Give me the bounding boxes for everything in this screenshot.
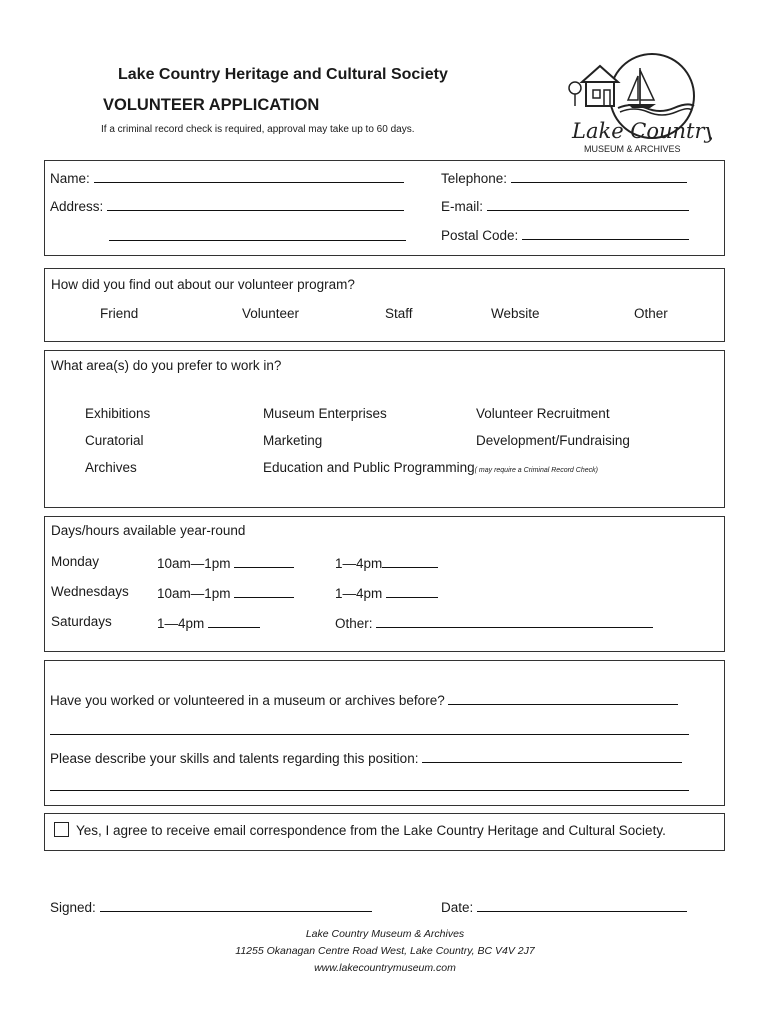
postal-row <box>441 226 689 243</box>
other-availability-row <box>335 614 653 631</box>
option-friend[interactable]: Friend <box>100 306 139 321</box>
email-field[interactable] <box>487 197 689 211</box>
monday-afternoon-row <box>335 554 438 571</box>
worked-before-row <box>50 691 678 708</box>
address-label: Address: <box>50 199 104 214</box>
wednesday-afternoon-field[interactable] <box>386 584 438 598</box>
postal-field[interactable] <box>522 226 689 240</box>
saturday-afternoon-label: 1—4pm <box>157 616 205 631</box>
saturday-afternoon-field[interactable] <box>208 614 260 628</box>
logo-script-text: Lake Country <box>572 119 712 143</box>
wednesdays-label: Wednesdays <box>51 584 129 599</box>
footer <box>0 926 770 977</box>
area-exhibitions[interactable]: Exhibitions <box>85 406 151 421</box>
name-row <box>50 169 404 186</box>
postal-label: Postal Code: <box>441 228 519 243</box>
days-heading: Days/hours available year-round <box>51 523 246 538</box>
wednesday-afternoon-row <box>335 584 438 601</box>
monday-morning-row <box>157 554 294 571</box>
area-archives[interactable]: Archives <box>85 460 137 475</box>
criminal-record-note: ( may require a Criminal Record Check) <box>474 467 598 474</box>
monday-afternoon-field[interactable] <box>382 554 438 568</box>
consent-checkbox[interactable] <box>54 822 69 837</box>
logo-sub-text: MUSEUM & ARCHIVES <box>584 144 681 154</box>
areas-question: What area(s) do you prefer to work in? <box>51 358 282 373</box>
house-sailboat-logo-icon <box>562 50 712 158</box>
name-label: Name: <box>50 171 90 186</box>
worked-before-field-line-2[interactable] <box>50 734 689 735</box>
signed-label: Signed: <box>50 900 96 915</box>
other-availability-field[interactable] <box>376 614 653 628</box>
worked-before-label: Have you worked or volunteered in a museum or archives before? <box>50 693 445 708</box>
email-row <box>441 197 689 214</box>
area-curatorial[interactable]: Curatorial <box>85 433 144 448</box>
option-website[interactable]: Website <box>491 306 540 321</box>
monday-morning-field[interactable] <box>234 554 294 568</box>
telephone-label: Telephone: <box>441 171 508 186</box>
org-name: Lake Country Heritage and Cultural Society <box>118 66 448 83</box>
signed-field[interactable] <box>100 898 372 912</box>
consent-text: Yes, I agree to receive email correspondence from the Lake Country Heritage and Cultural Society. <box>76 823 666 838</box>
other-availability-label: Other: <box>335 616 373 631</box>
wednesday-afternoon-label: 1—4pm <box>335 586 383 601</box>
area-development[interactable]: Development/Fundraising <box>476 433 630 448</box>
name-field[interactable] <box>94 169 404 183</box>
option-other[interactable]: Other <box>634 306 668 321</box>
date-field[interactable] <box>477 898 687 912</box>
area-museum-enterprises[interactable]: Museum Enterprises <box>263 406 387 421</box>
monday-label: Monday <box>51 554 100 569</box>
wednesday-morning-row <box>157 584 294 601</box>
saturdays-label: Saturdays <box>51 614 112 629</box>
criminal-check-note: If a criminal record check is required, approval may take up to 60 days. <box>101 124 415 135</box>
find-out-question: How did you find out about our volunteer program? <box>51 277 355 292</box>
area-marketing[interactable]: Marketing <box>263 433 323 448</box>
skills-field-line-2[interactable] <box>50 790 689 791</box>
museum-logo <box>562 50 712 158</box>
saturday-afternoon-row <box>157 614 260 631</box>
date-row <box>441 898 687 915</box>
area-education[interactable]: Education and Public Programming <box>263 460 475 475</box>
signed-row <box>50 898 372 915</box>
monday-morning-label: 10am—1pm <box>157 556 231 571</box>
option-staff[interactable]: Staff <box>385 306 413 321</box>
areas-section <box>44 350 725 508</box>
telephone-row <box>441 169 687 186</box>
footer-name: Lake Country Museum & Archives <box>305 928 465 940</box>
monday-afternoon-label: 1—4pm <box>335 556 383 571</box>
area-education-row <box>263 460 598 475</box>
worked-before-field[interactable] <box>448 691 678 705</box>
skills-row <box>50 749 682 766</box>
area-volunteer-recruitment[interactable]: Volunteer Recruitment <box>476 406 610 421</box>
telephone-field[interactable] <box>511 169 687 183</box>
form-title: VOLUNTEER APPLICATION <box>103 96 320 114</box>
footer-address: 11255 Okanagan Centre Road West, Lake Country, BC V4V 2J7 <box>235 945 535 957</box>
experience-section <box>44 660 725 806</box>
address-field[interactable] <box>107 197 404 211</box>
email-label: E-mail: <box>441 199 484 214</box>
wednesday-morning-label: 10am—1pm <box>157 586 231 601</box>
option-volunteer[interactable]: Volunteer <box>242 306 300 321</box>
skills-field[interactable] <box>422 749 682 763</box>
address-row <box>50 197 404 214</box>
address-field-line-2[interactable] <box>109 240 406 241</box>
wednesday-morning-field[interactable] <box>234 584 294 598</box>
date-label: Date: <box>441 900 474 915</box>
footer-website[interactable]: www.lakecountrymuseum.com <box>314 962 456 974</box>
skills-label: Please describe your skills and talents regarding this position: <box>50 751 419 766</box>
